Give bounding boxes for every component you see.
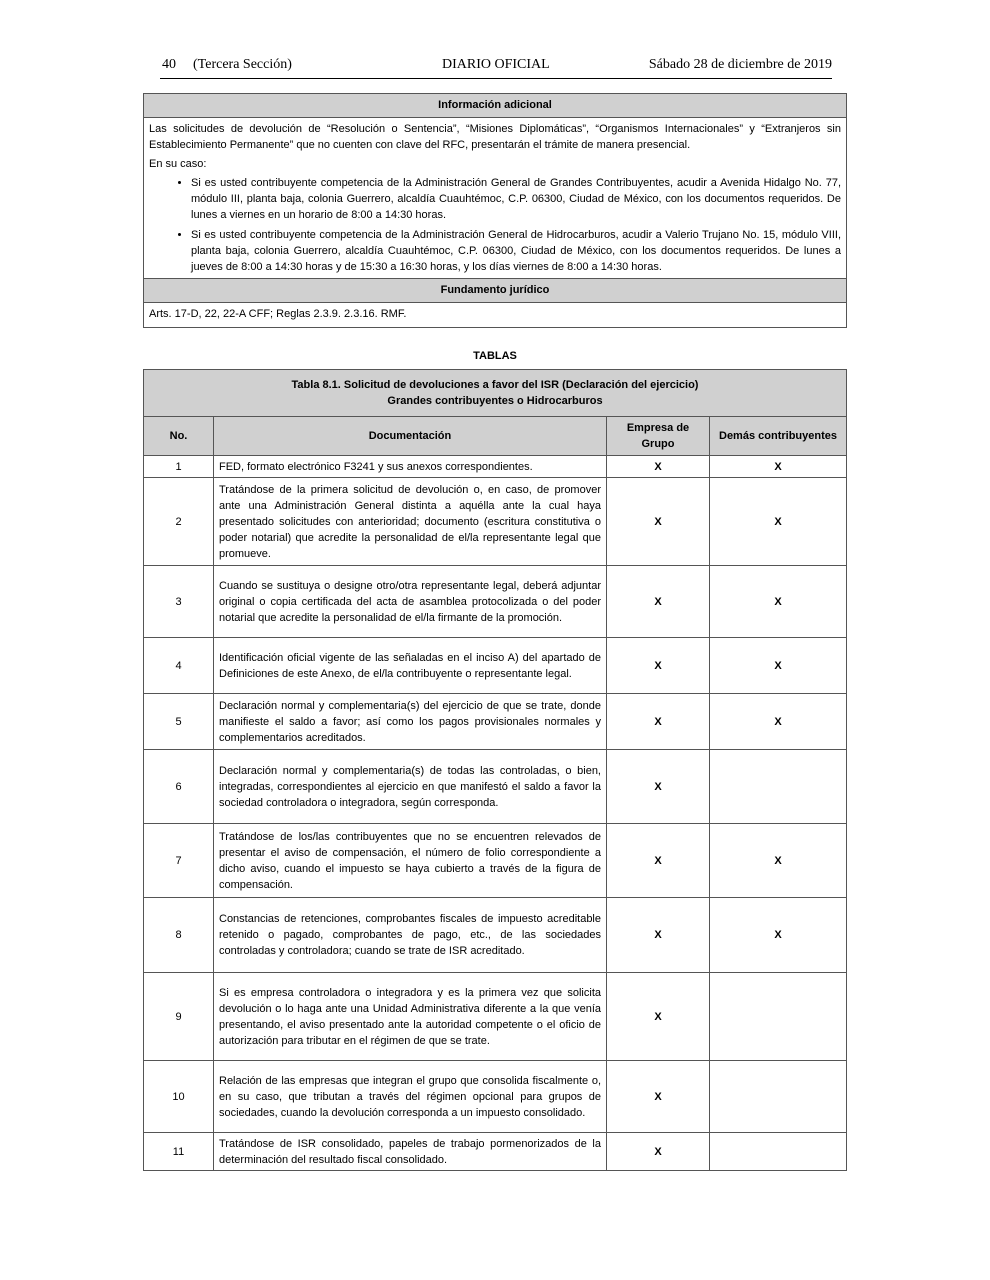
row-number: 10 [144, 1061, 214, 1133]
table-body [144, 456, 847, 1171]
row-empresa-grupo: X [607, 566, 710, 638]
row-demas-contribuyentes: X [710, 898, 847, 973]
row-demas-contribuyentes [710, 1061, 847, 1133]
info-bullet: • Si es usted contribuyente competencia de la Administración General de Hidrocarburos, acudir a Valerio Trujano No. 15, módulo VIII, planta baja, colonia Guerrero, alcaldía Cuauhtémoc, C.P. 06300, Ciudad de México, con los documentos requeridos. De lunes a jueves de 8:00 a 14:30 horas y de 15:30 a 16:30 horas, y los días viernes de 8:00 a 14:30 horas. [191, 227, 841, 275]
row-demas-contribuyentes: X [710, 694, 847, 750]
row-documentation: Constancias de retenciones, comprobantes fiscales de impuesto acreditable retenido o pagado, comprobantes de pago, etc., de las sociedades controladas y controladora; cuando se trate de ISR acreditado. [214, 898, 607, 973]
row-demas-contribuyentes [710, 973, 847, 1061]
col-header-documentacion: Documentación [214, 417, 607, 456]
row-empresa-grupo: X [607, 638, 710, 694]
section-label: (Tercera Sección) [193, 57, 292, 72]
row-empresa-grupo: X [607, 1061, 710, 1133]
row-number: 2 [144, 478, 214, 566]
row-number: 6 [144, 750, 214, 824]
row-number: 5 [144, 694, 214, 750]
col-header-empresa-grupo: Empresa de Grupo [607, 417, 710, 456]
legal-text: Arts. 17-D, 22, 22-A CFF; Reglas 2.3.9. 2.3.16. RMF. [149, 308, 407, 320]
row-empresa-grupo: X [607, 824, 710, 898]
row-number: 9 [144, 973, 214, 1061]
row-number: 1 [144, 456, 214, 478]
table-row [144, 973, 847, 1061]
row-documentation: Declaración normal y complementaria(s) de todas las controladas, o bien, integradas, correspondientes al ejercicio en que manifestó el saldo a favor la sociedad controladora o integradora, según corresponda. [214, 750, 607, 824]
publication-title: DIARIO OFICIAL [442, 57, 550, 72]
table-row [144, 750, 847, 824]
row-demas-contribuyentes: X [710, 478, 847, 566]
table-row [144, 1133, 847, 1171]
row-documentation: Relación de las empresas que integran el grupo que consolida fiscalmente o, en su caso, que tributan a través del régimen opcional para grupos de sociedades, cuando la devolución corresponda a un impuesto consolidado. [214, 1061, 607, 1133]
info-title: Información adicional [144, 94, 846, 118]
row-number: 4 [144, 638, 214, 694]
info-body [144, 118, 846, 279]
info-bullet-list [149, 175, 841, 275]
row-documentation: Tratándose de la primera solicitud de devolución o, en caso, de promover ante una Administración General distinta a aquélla ante la cual haya presentado solicitudes con anterioridad; documento (escritura constitutiva o poder notarial) que acredite la personalidad de el/la representante legal que promueve. [214, 478, 607, 566]
tablas-heading: TABLAS [473, 350, 517, 362]
info-paragraph: Las solicitudes de devolución de “Resolución o Sentencia”, “Misiones Diplomáticas”, “Organismos Internacionales” y “Extranjeros sin Establecimiento Permanente” que no cuenten con clave del RFC, presentarán el trámite de manera presencial. [149, 123, 841, 151]
row-demas-contribuyentes: X [710, 456, 847, 478]
row-demas-contribuyentes [710, 750, 847, 824]
publication-date: Sábado 28 de diciembre de 2019 [648, 57, 832, 72]
row-documentation: Si es empresa controladora o integradora y es la primera vez que solicita devolución o lo haga ante una Unidad Administrativa diferente a la que venía presentando, el aviso presentado ante la autoridad competente o el oficio de autorización para tributar en el régimen de que se trate. [214, 973, 607, 1061]
row-empresa-grupo: X [607, 1133, 710, 1171]
info-block [143, 93, 847, 328]
row-empresa-grupo: X [607, 750, 710, 824]
row-demas-contribuyentes: X [710, 638, 847, 694]
table-header-row [144, 417, 847, 456]
row-demas-contribuyentes: X [710, 824, 847, 898]
documents-table [143, 369, 847, 1171]
row-documentation: Identificación oficial vigente de las señaladas en el inciso A) del apartado de Definiciones de este Anexo, de el/la contribuyente o representante legal. [214, 638, 607, 694]
table-row [144, 456, 847, 478]
row-empresa-grupo: X [607, 694, 710, 750]
info-en-su-caso: En su caso: [149, 158, 207, 170]
table-row [144, 638, 847, 694]
row-documentation: Tratándose de ISR consolidado, papeles de trabajo pormenorizados de la determinación del resultado fiscal consolidado. [214, 1133, 607, 1171]
table-caption-line1: Tabla 8.1. Solicitud de devoluciones a favor del ISR (Declaración del ejercicio) [291, 379, 699, 391]
row-empresa-grupo: X [607, 973, 710, 1061]
legal-title: Fundamento jurídico [144, 279, 846, 303]
page-header [160, 56, 832, 79]
row-number: 3 [144, 566, 214, 638]
col-header-demas: Demás contribuyentes [710, 417, 847, 456]
table-caption [144, 370, 847, 417]
row-empresa-grupo: X [607, 898, 710, 973]
table-row [144, 478, 847, 566]
row-documentation: Cuando se sustituya o designe otro/otra representante legal, deberá adjuntar original o copia certificada del acta de asamblea protocolizada o del poder notarial que acredite la personalidad de el/la firmante de la promoción. [214, 566, 607, 638]
table-row [144, 824, 847, 898]
row-number: 8 [144, 898, 214, 973]
row-empresa-grupo: X [607, 478, 710, 566]
table-row [144, 566, 847, 638]
row-empresa-grupo: X [607, 456, 710, 478]
page-number: 40 [162, 57, 176, 72]
info-bullet: • Si es usted contribuyente competencia de la Administración General de Grandes Contribuyentes, acudir a Avenida Hidalgo No. 77, módulo III, planta baja, colonia Guerrero, alcaldía Cuauhtémoc, C.P. 06300, Ciudad de México, con los documentos requeridos. De lunes a viernes en un horario de 8:00 a 14:30 horas. [191, 175, 841, 223]
row-demas-contribuyentes: X [710, 566, 847, 638]
table-row [144, 898, 847, 973]
table-row [144, 694, 847, 750]
row-demas-contribuyentes [710, 1133, 847, 1171]
col-header-no: No. [144, 417, 214, 456]
row-documentation: FED, formato electrónico F3241 y sus anexos correspondientes. [214, 456, 607, 478]
table-caption-line2: Grandes contribuyentes o Hidrocarburos [387, 395, 603, 407]
row-number: 7 [144, 824, 214, 898]
row-documentation: Tratándose de los/las contribuyentes que no se encuentren relevados de presentar el aviso de compensación, el número de folio correspondiente a dicho aviso, cuando el impuesto se haya cubierto a través de la figura de compensación. [214, 824, 607, 898]
table-row [144, 1061, 847, 1133]
row-number: 11 [144, 1133, 214, 1171]
row-documentation: Declaración normal y complementaria(s) del ejercicio de que se trate, donde manifieste el saldo a favor; así como los pagos provisionales normales y complementarios acreditados. [214, 694, 607, 750]
